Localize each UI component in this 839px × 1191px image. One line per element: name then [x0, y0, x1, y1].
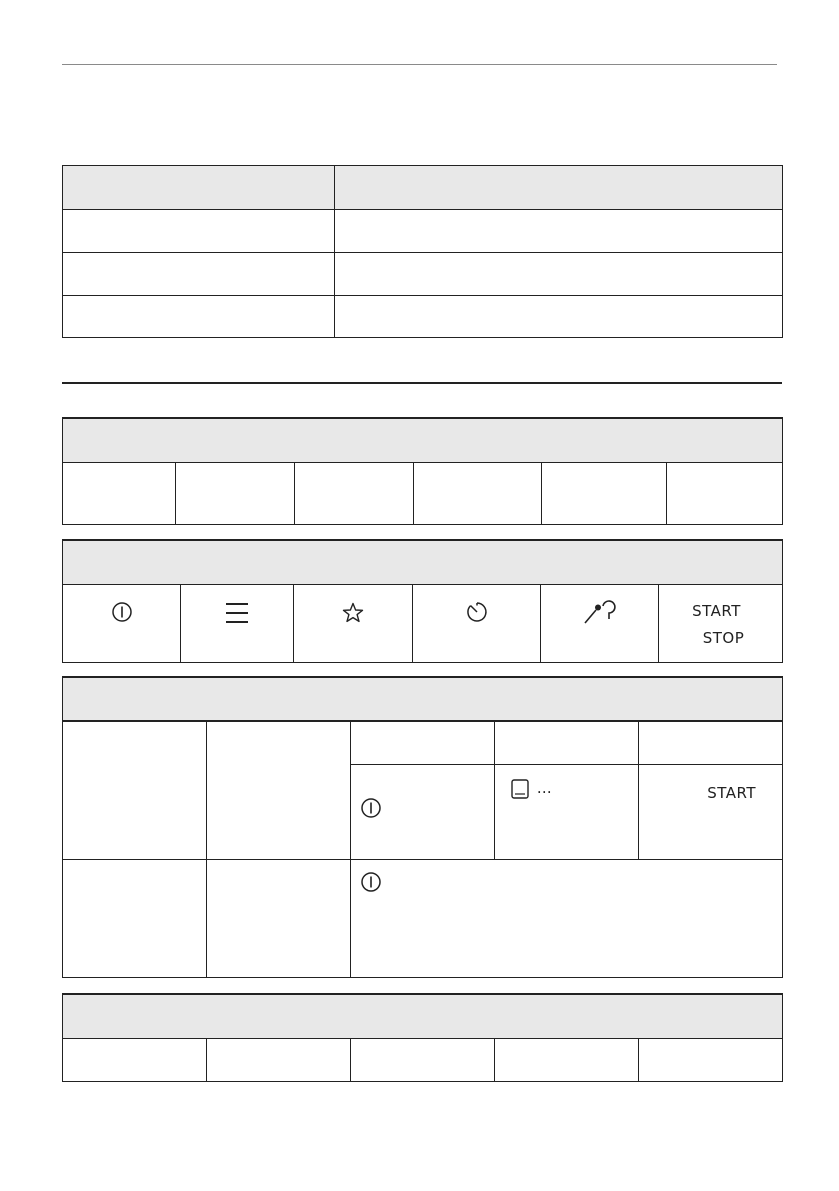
bottom-table-header: [63, 994, 783, 1038]
ellipsis-text: …: [536, 778, 552, 797]
info-table-header-2: [335, 166, 783, 210]
info-table-cell: [335, 210, 783, 253]
bottom-table-cell: [495, 1038, 639, 1081]
core-probe-icon: [582, 599, 618, 625]
power-icon: [111, 601, 133, 623]
power-icon: [360, 871, 382, 893]
blank-table-cell: [176, 462, 295, 524]
control-cell-favourite: [294, 584, 413, 662]
control-cell-timer: [413, 584, 541, 662]
blank-table-cell: [542, 462, 667, 524]
control-panel-table: [62, 539, 783, 663]
info-table-cell: [63, 253, 335, 296]
section-rule: [62, 382, 782, 384]
timer-icon: [466, 601, 488, 623]
control-cell-core-probe: [541, 584, 659, 662]
control-cell-start-stop: [659, 584, 783, 662]
example-cell: [639, 721, 783, 764]
control-cell-menu: [181, 584, 294, 662]
favourite-star-icon: [342, 602, 364, 624]
control-cell-power: [63, 584, 181, 662]
example-table-header: [63, 677, 783, 721]
info-table: [62, 165, 783, 338]
blank-table-header: [63, 418, 783, 462]
stop-label: STOP: [702, 628, 745, 647]
example-cell: [351, 721, 495, 764]
example-cell: [207, 721, 351, 859]
example-steps-table: [62, 676, 783, 978]
blank-table-cell: [414, 462, 542, 524]
blank-table-cell: [667, 462, 783, 524]
blank-table-cell: [63, 462, 176, 524]
example-step-power: [351, 764, 495, 859]
control-table-header: [63, 540, 783, 584]
start-label: START: [692, 601, 741, 620]
blank-columns-table: [62, 417, 783, 525]
example-cell: [207, 859, 351, 977]
example-step-power-wide: [351, 859, 783, 977]
info-table-cell: [63, 296, 335, 338]
info-table-cell: [335, 253, 783, 296]
info-table-cell: [335, 296, 783, 338]
info-table-cell: [63, 210, 335, 253]
example-cell: [63, 859, 207, 977]
header-rule: [62, 64, 777, 65]
example-cell: [495, 721, 639, 764]
example-step-start: [639, 764, 783, 859]
bottom-table-cell: [351, 1038, 495, 1081]
bottom-table-cell: [207, 1038, 351, 1081]
info-table-header-1: [63, 166, 335, 210]
start-label: START: [707, 783, 757, 802]
power-icon: [360, 797, 382, 819]
blank-table-cell: [295, 462, 414, 524]
bottom-table-cell: [639, 1038, 783, 1081]
example-step-oven-function: [495, 764, 639, 859]
example-cell: [63, 721, 207, 859]
menu-icon: [225, 602, 249, 624]
bottom-table: [62, 993, 783, 1082]
oven-function-icon: [511, 779, 529, 799]
bottom-table-cell: [63, 1038, 207, 1081]
